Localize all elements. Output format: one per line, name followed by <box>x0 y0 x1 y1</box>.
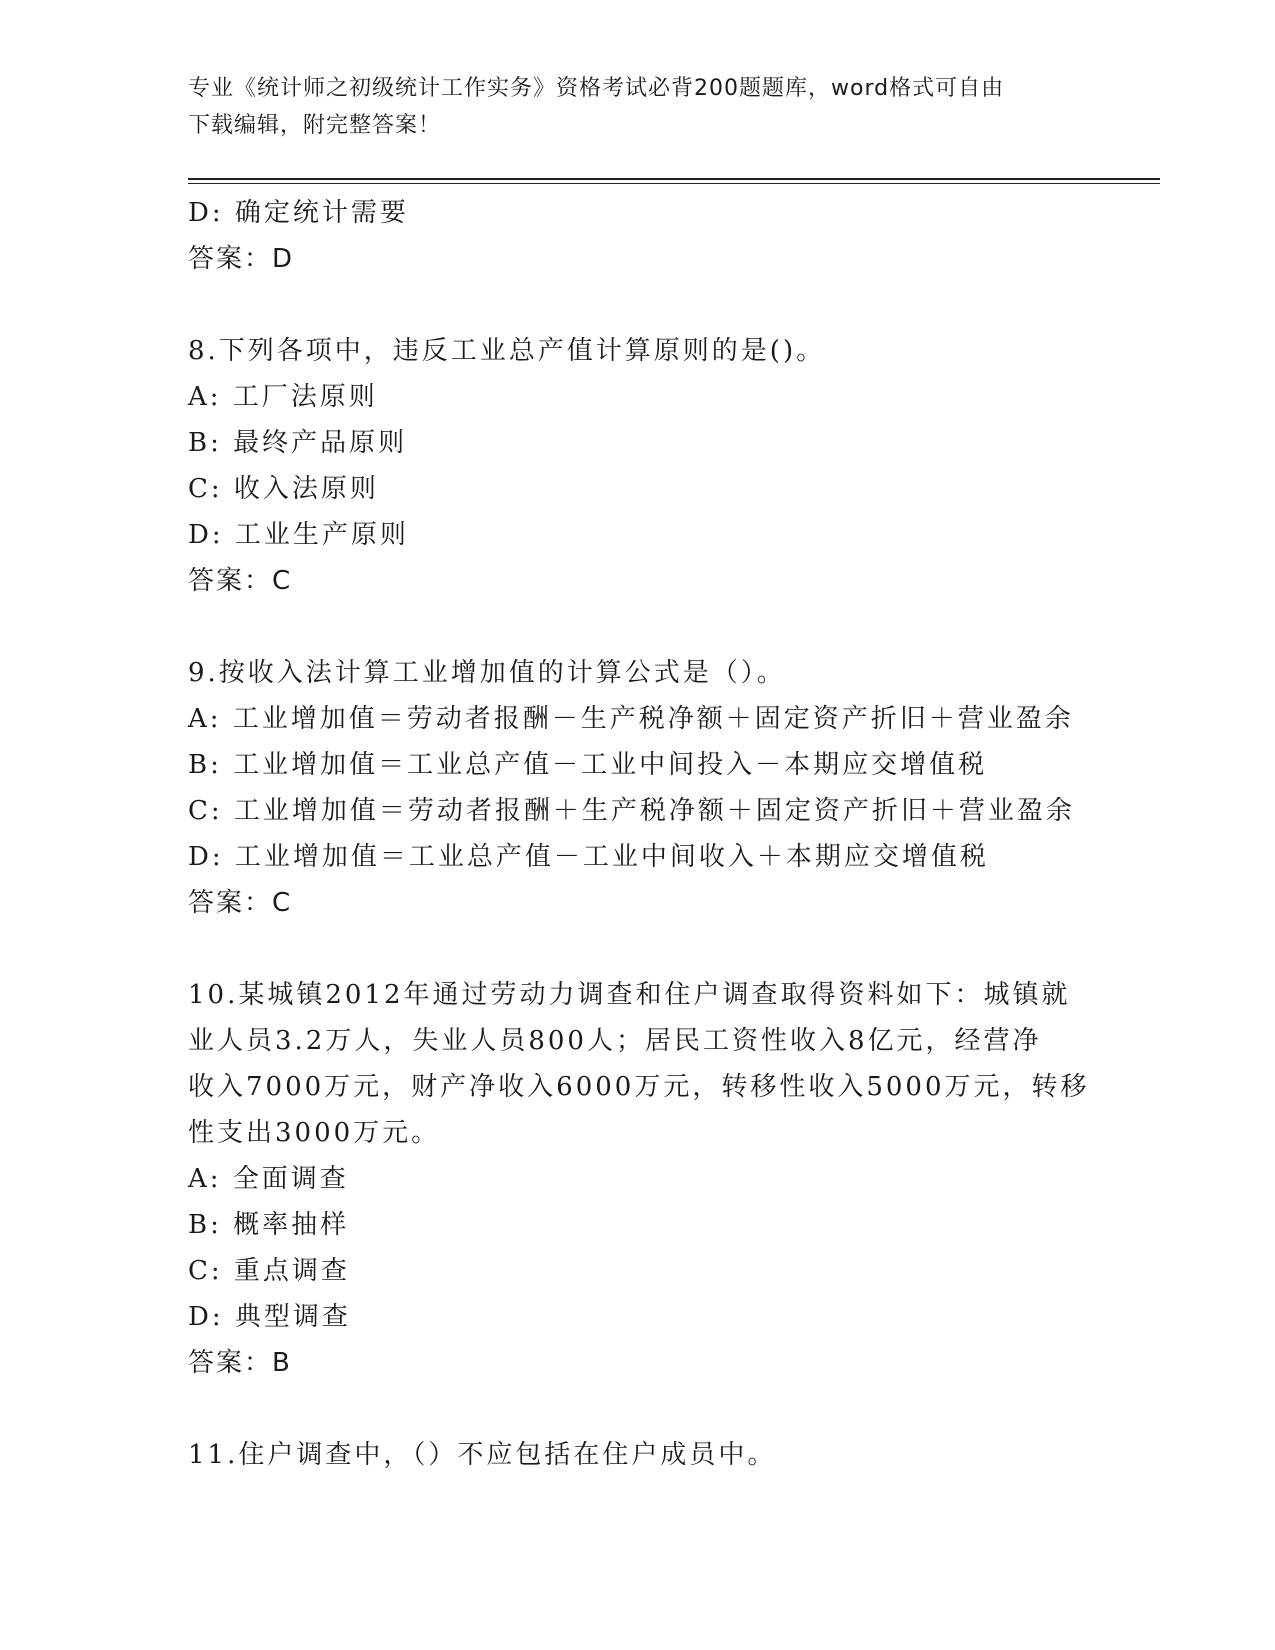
document-body <box>188 190 1088 1478</box>
q10-answer: 答案：B <box>188 1348 292 1378</box>
header-divider-thin <box>188 183 1160 184</box>
q10-question-line1: 10.某城镇2012年通过劳动力调查和住户调查取得资料如下：城镇就 <box>188 980 1071 1010</box>
q8-option-d: D: 工业生产原则 <box>188 520 409 550</box>
q10-option-b: B: 概率抽样 <box>188 1210 350 1240</box>
q8-option-b: B: 最终产品原则 <box>188 428 408 458</box>
q8-option-a: A: 工厂法原则 <box>188 382 378 412</box>
q8-question: 8.下列各项中，违反工业总产值计算原则的是()。 <box>188 336 826 366</box>
q10-question-line2: 业人员3.2万人，失业人员800人；居民工资性收入8亿元，经营净 <box>188 1026 1042 1056</box>
q10-option-d: D: 典型调查 <box>188 1302 351 1332</box>
header-title-line2: 下载编辑，附完整答案！ <box>188 113 442 138</box>
q10-question-line4: 性支出3000万元。 <box>188 1118 441 1148</box>
q7-answer: 答案：D <box>188 244 295 274</box>
document-header <box>188 70 1088 144</box>
q9-answer: 答案：C <box>188 888 293 918</box>
header-title-line1: 专业《统计师之初级统计工作实务》资格考试必背200题题库，word格式可自由 <box>188 76 1005 101</box>
q9-option-a: A: 工业增加值＝劳动者报酬－生产税净额＋固定资产折旧＋营业盈余 <box>188 704 1074 734</box>
q8-option-c: C: 收入法原则 <box>188 474 379 504</box>
q11-question: 11.住户调查中，（）不应包括在住户成员中。 <box>188 1440 777 1470</box>
q10-option-c: C: 重点调查 <box>188 1256 350 1286</box>
q10-option-a: A: 全面调查 <box>188 1164 349 1194</box>
q10-question-line3: 收入7000万元，财产净收入6000万元，转移性收入5000万元，转移 <box>188 1072 1090 1102</box>
q9-option-c: C: 工业增加值＝劳动者报酬＋生产税净额＋固定资产折旧＋营业盈余 <box>188 796 1075 826</box>
q9-option-b: B: 工业增加值＝工业总产值－工业中间投入－本期应交增值税 <box>188 750 988 780</box>
q9-option-d: D: 工业增加值＝工业总产值－工业中间收入＋本期应交增值税 <box>188 842 989 872</box>
q9-question: 9.按收入法计算工业增加值的计算公式是（）。 <box>188 658 786 688</box>
header-divider-thick <box>188 178 1160 180</box>
q8-answer: 答案：C <box>188 566 293 596</box>
q7-option-d: D: 确定统计需要 <box>188 198 409 228</box>
